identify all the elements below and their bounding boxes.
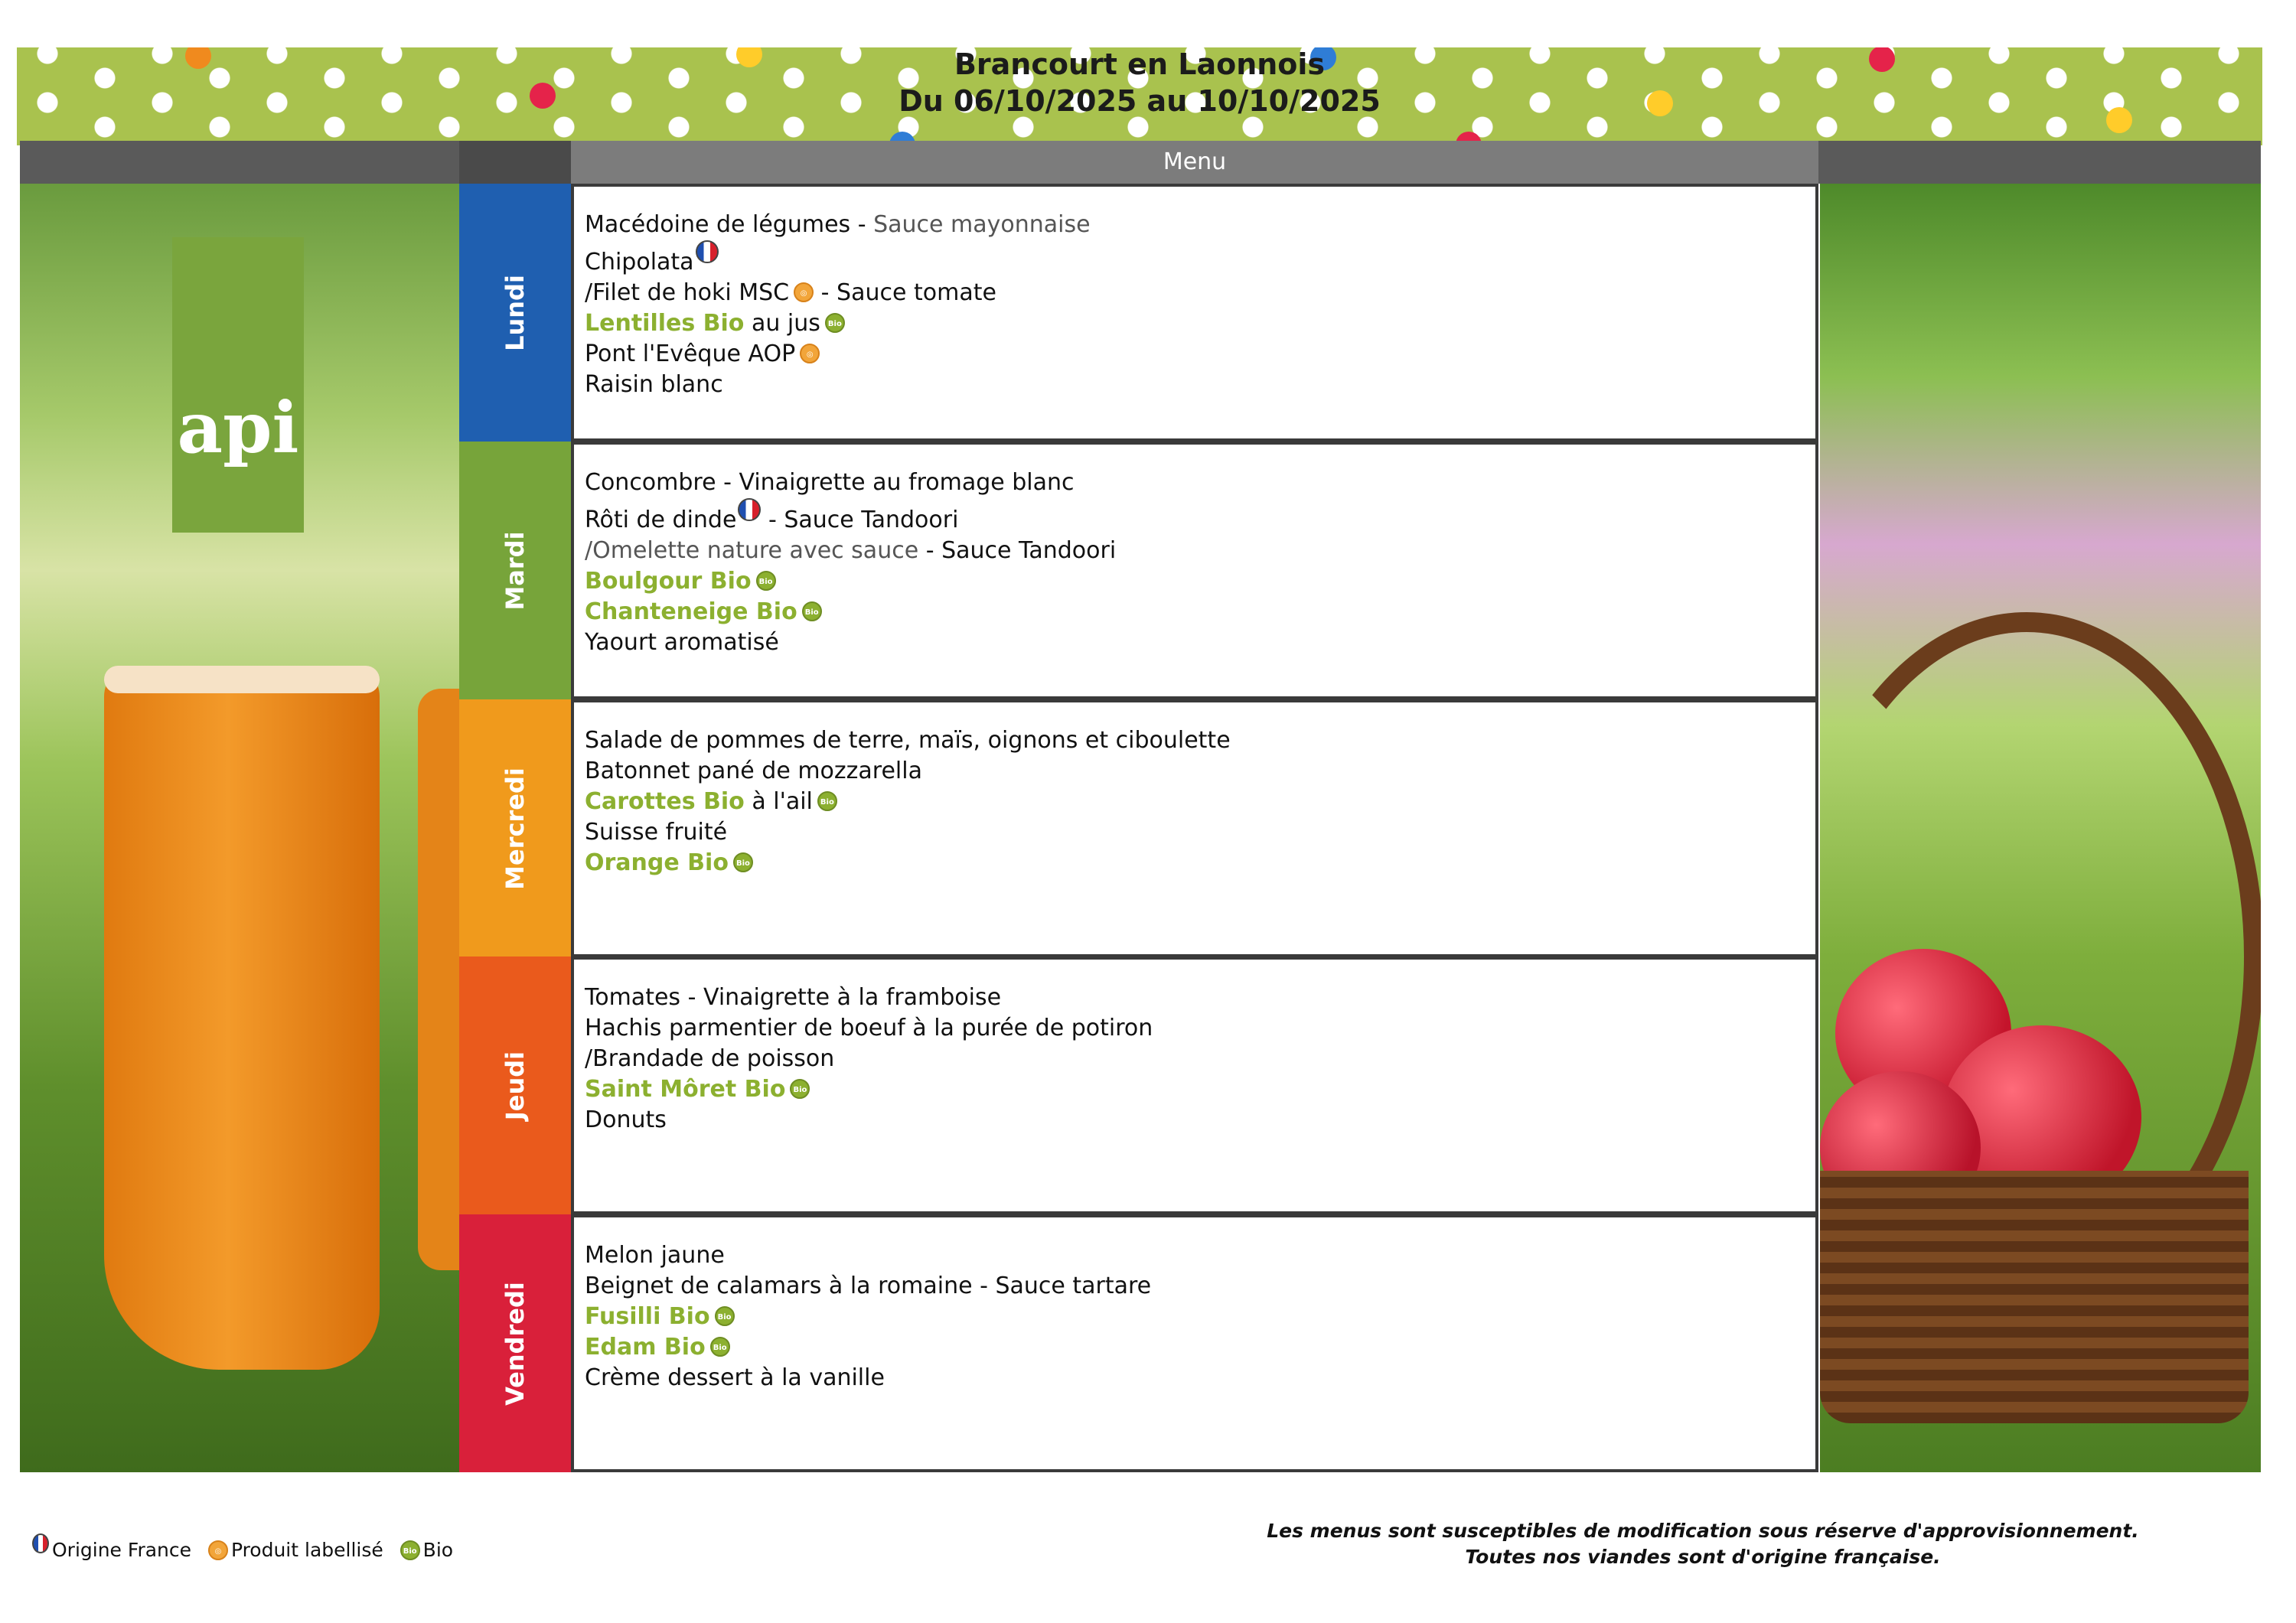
- bio-icon: Bio: [825, 313, 845, 333]
- menu-item: [585, 1074, 1815, 1105]
- column-bar-right: [1818, 141, 2261, 184]
- label-icon: ◎: [794, 282, 814, 302]
- dish-name: /Brandade de poisson: [585, 1045, 835, 1072]
- menu-item: [585, 1302, 1815, 1332]
- dish-suffix: au jus: [751, 310, 820, 337]
- legend: [31, 1533, 453, 1561]
- bio-icon: Bio: [710, 1337, 730, 1357]
- note-line1: Les menus sont susceptibles de modification sous réserve d'approvisionnement.: [1267, 1520, 2139, 1542]
- menu-item: [585, 627, 1815, 658]
- bio-dish-name: Lentilles Bio: [585, 310, 745, 337]
- day-name: Mercredi: [501, 767, 530, 890]
- dish-name: Pont l'Evêque AOP: [585, 341, 796, 367]
- day-label-jeudi: [459, 957, 571, 1214]
- menu-item: Concombre - Vinaigrette au fromage blanc: [585, 469, 1075, 496]
- day-label-mardi: [459, 442, 571, 699]
- api-logo: [172, 237, 304, 533]
- bio-icon: Bio: [790, 1079, 810, 1099]
- column-bar-day: [459, 141, 571, 184]
- menu-item: [585, 725, 1815, 756]
- dish-name: Tomates: [585, 984, 681, 1011]
- bio-icon: Bio: [715, 1306, 735, 1326]
- bio-dish-name: Saint Môret Bio: [585, 1076, 786, 1103]
- menu-item: Tomates - Vinaigrette à la framboise: [585, 984, 1002, 1011]
- day-name: Mardi: [501, 530, 530, 611]
- menu-item: [585, 308, 1815, 339]
- bio-icon: Bio: [802, 601, 822, 621]
- menu-cell-vendredi: [571, 1214, 1818, 1472]
- dish-name: Donuts: [585, 1106, 667, 1133]
- menu-item: [585, 339, 1815, 370]
- flag-france-icon: [696, 240, 719, 263]
- basket: [1820, 1171, 2249, 1423]
- menu-item: [585, 756, 1815, 787]
- menu-item: [585, 848, 1815, 878]
- day-label-lundi: [459, 184, 571, 442]
- bio-icon: Bio: [817, 791, 837, 811]
- menu-column-header: Menu: [571, 141, 1818, 184]
- dish-name: Rôti de dinde: [585, 507, 737, 533]
- dish-name: Raisin blanc: [585, 371, 723, 398]
- boot-top: [104, 666, 380, 693]
- menu-item: /Filet de hoki MSC ◎ - Sauce tomate: [585, 279, 996, 306]
- boot-illustration: [104, 666, 380, 1370]
- title-location: Brancourt en Laonnois: [954, 47, 1326, 81]
- menu-item: [585, 1363, 1815, 1393]
- menu-item: [585, 787, 1815, 817]
- menu-item: /Omelette nature avec sauce - Sauce Tandoori: [585, 537, 1117, 564]
- menu-cell-jeudi: [571, 957, 1818, 1214]
- menu-item: [585, 1240, 1815, 1271]
- right-decor-photo: [1820, 184, 2261, 1472]
- disclaimer-note: [1221, 1518, 2185, 1570]
- dish-name: Hachis parmentier de boeuf à la purée de potiron: [585, 1015, 1153, 1041]
- sauce: Sauce tomate: [837, 279, 996, 306]
- day-label-mercredi: [459, 699, 571, 957]
- menu-item: [585, 817, 1815, 848]
- label-icon: ◎: [208, 1540, 228, 1560]
- dish-name: Concombre: [585, 469, 716, 496]
- sauce: Sauce mayonnaise: [873, 211, 1091, 238]
- dish-name: Chipolata: [585, 249, 694, 275]
- bio-dish-name: Carottes Bio: [585, 788, 745, 815]
- bio-dish-name: Edam Bio: [585, 1334, 706, 1361]
- menu-cell-lundi: [571, 184, 1818, 442]
- menu-item: [585, 1105, 1815, 1136]
- dish-name: Yaourt aromatisé: [585, 629, 779, 656]
- dish-name: Crème dessert à la vanille: [585, 1364, 885, 1391]
- menu-item: [585, 370, 1815, 400]
- dish-name: Beignet de calamars à la romaine: [585, 1273, 973, 1299]
- menu-item: Rôti de dinde - Sauce Tandoori: [585, 498, 1815, 536]
- menu-cell-mardi: [571, 442, 1818, 699]
- bio-dish-name: Boulgour Bio: [585, 568, 752, 595]
- menu-item: [585, 566, 1815, 597]
- page-title: [0, 46, 2279, 119]
- legend-bio: Bio: [422, 1539, 454, 1561]
- bio-dish-name: Orange Bio: [585, 849, 729, 876]
- menu-item: [585, 597, 1815, 627]
- bio-dish-name: Fusilli Bio: [585, 1303, 710, 1330]
- dish-name: Melon jaune: [585, 1242, 725, 1269]
- day-name: Jeudi: [501, 1051, 530, 1120]
- legend-label: Produit labellisé: [230, 1539, 383, 1561]
- menu-item: [585, 240, 1815, 278]
- day-name: Lundi: [501, 274, 530, 351]
- sauce: Sauce Tandoori: [784, 507, 959, 533]
- day-name: Vendredi: [501, 1281, 530, 1406]
- dish-name: Suisse fruité: [585, 819, 728, 846]
- sauce: Sauce tartare: [995, 1273, 1152, 1299]
- legend-origine: Origine France: [52, 1539, 192, 1561]
- dish-name: Salade de pommes de terre, maïs, oignons et ciboulette: [585, 727, 1231, 754]
- note-line2: Toutes nos viandes sont d'origine française.: [1465, 1546, 1941, 1568]
- flag-france-icon: [32, 1533, 49, 1553]
- logo-text: api: [177, 386, 299, 469]
- dish-name: Batonnet pané de mozzarella: [585, 758, 922, 784]
- day-label-vendredi: [459, 1214, 571, 1472]
- dish-name: /Filet de hoki MSC: [585, 279, 790, 306]
- flag-france-icon: [738, 498, 761, 521]
- column-bar-left: [20, 141, 459, 184]
- dish-name: Macédoine de légumes: [585, 211, 851, 238]
- menu-item: Beignet de calamars à la romaine - Sauce tartare: [585, 1273, 1152, 1299]
- dish-name: /Omelette nature avec sauce: [585, 537, 919, 564]
- sauce: Vinaigrette au fromage blanc: [739, 469, 1075, 496]
- bio-icon: Bio: [733, 852, 753, 872]
- label-icon: ◎: [800, 344, 820, 363]
- dish-suffix: à l'ail: [752, 788, 813, 815]
- menu-item: [585, 1013, 1815, 1044]
- menu-item: [585, 1332, 1815, 1363]
- title-dates: Du 06/10/2025 au 10/10/2025: [899, 84, 1381, 118]
- bio-dish-name: Chanteneige Bio: [585, 598, 797, 625]
- menu-item: Macédoine de légumes - Sauce mayonnaise: [585, 211, 1091, 238]
- second-boot: [418, 689, 459, 1270]
- menu-cell-mercredi: [571, 699, 1818, 957]
- sauce: Sauce Tandoori: [941, 537, 1117, 564]
- sauce: Vinaigrette à la framboise: [703, 984, 1002, 1011]
- bio-icon: Bio: [756, 571, 776, 591]
- menu-item: [585, 1044, 1815, 1074]
- bio-icon: Bio: [400, 1540, 420, 1560]
